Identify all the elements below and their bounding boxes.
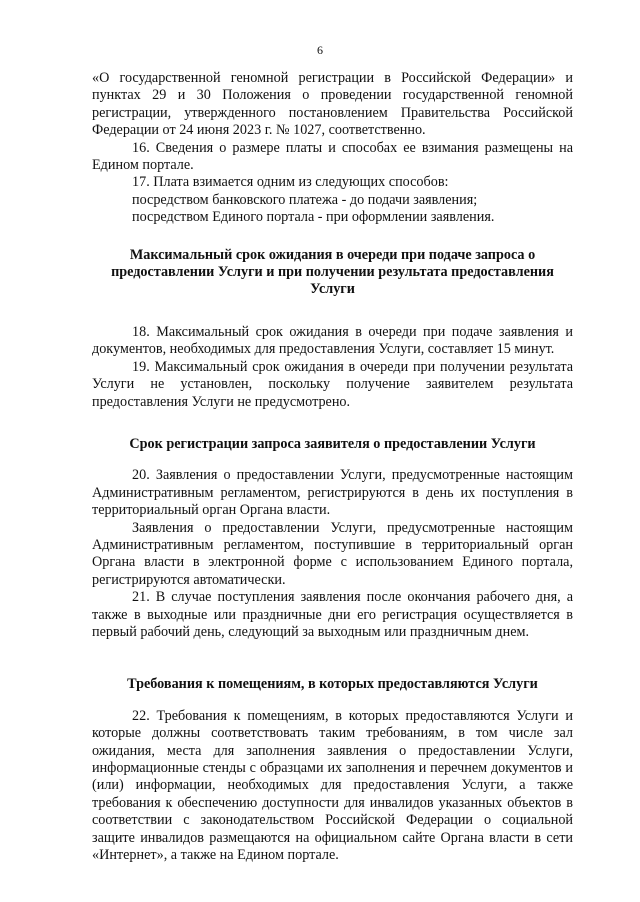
heading-max-waiting-time: Максимальный срок ожидания в очереди при подаче запроса о предоставлении Услуги и при получении результата предоставления Услуги: [111, 246, 554, 298]
heading-premises-requirements: Требования к помещениям, в которых предоставляются Услуги: [127, 676, 538, 693]
paragraph-17-option-portal: посредством Единого портала - при оформлении заявления.: [132, 209, 495, 226]
page-number: 6: [317, 43, 323, 57]
document-body: [92, 70, 573, 864]
paragraph-continuation: «О государственной геномной регистрации в Российской Федерации» и пунктах 29 и 30 Положения о проведении государственной геномной регистрации, утвержденного постановлением Правительства Российской Федерации от 24 июня 2023 г. № 1027, соответственно.: [92, 70, 573, 139]
paragraph-17-option-bank: посредством банковского платежа - до подачи заявления;: [132, 191, 478, 208]
paragraph-20-electronic: Заявления о предоставлении Услуги, предусмотренные настоящим Административным регламентом, поступившие в территориальный орган Органа власти в электронной форме с использованием Единого портала, регистрируются автоматически.: [92, 519, 573, 588]
paragraph-18: 18. Максимальный срок ожидания в очереди при подаче заявления и документов, необходимых для предоставления Услуги, составляет 15 минут.: [92, 323, 573, 358]
paragraph-19: 19. Максимальный срок ожидания в очереди при получении результата Услуги не установлен, поскольку получение заявителем результата предоставления Услуги не предусмотрено.: [92, 358, 573, 410]
heading-registration-term: Срок регистрации запроса заявителя о предоставлении Услуги: [129, 435, 536, 452]
paragraph-16: 16. Сведения о размере платы и способах ее взимания размещены на Едином портале.: [92, 139, 573, 174]
paragraph-22: 22. Требования к помещениям, в которых предоставляются Услуги и которые должны соответствовать таким требованиям, в том числе зал ожидания, места для заполнения заявления о предоставлении Услуги, информационные стенды с образцами их заполнения и перечнем документов и (или) информации, необходимых для предоставления Услуги, а также требования к обеспечению доступности для инвалидов указанных объектов в соответствии с законодательством Российской Федерации о социальной защите инвалидов размещаются на официальном сайте Органа власти в сети «Интернет», а также на Едином портале.: [92, 707, 573, 864]
paragraph-20: 20. Заявления о предоставлении Услуги, предусмотренные настоящим Административным регламентом, регистрируются в день их поступления в территориальный орган Органа власти.: [92, 467, 573, 519]
paragraph-17: 17. Плата взимается одним из следующих способов:: [132, 174, 449, 191]
paragraph-21: 21. В случае поступления заявления после окончания рабочего дня, а также в выходные или праздничные дни его регистрация осуществляется в первый рабочий день, следующий за выходным или праздничным днем.: [92, 589, 573, 640]
